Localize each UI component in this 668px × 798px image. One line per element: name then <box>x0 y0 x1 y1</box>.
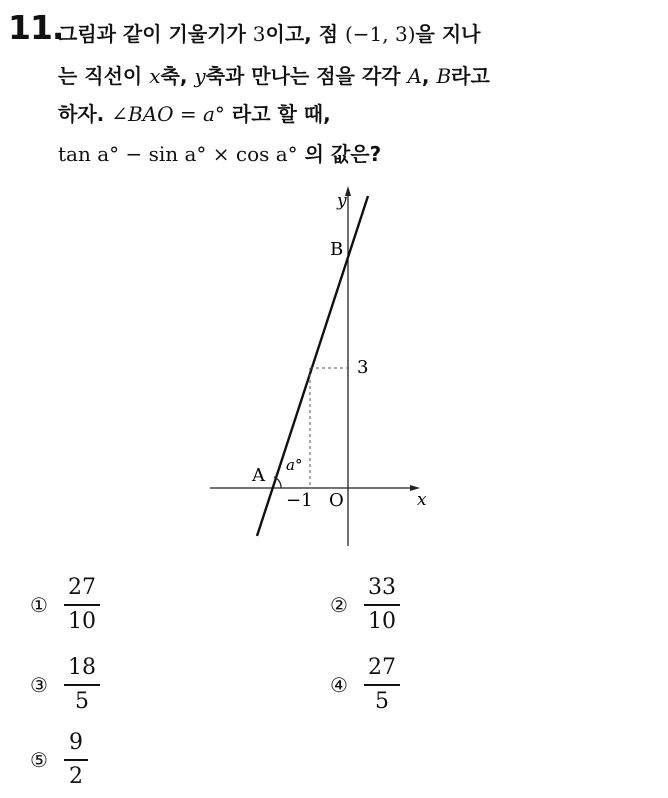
question-line-1 <box>58 18 480 47</box>
question-number: 11. <box>8 8 64 47</box>
q2-A: A <box>407 64 422 88</box>
q2-text-e: 라고 <box>451 64 490 88</box>
q1-text-b: 이고, 점 <box>265 22 345 46</box>
q2-text-a: 는 직선이 <box>58 64 150 88</box>
angle-label: a° <box>286 456 303 474</box>
q2-text-d: , <box>421 64 437 88</box>
q2-B: B <box>436 64 452 88</box>
q2-y: y <box>194 64 206 88</box>
choice-2-denominator: 10 <box>368 608 396 634</box>
choice-4-numerator: 27 <box>368 655 396 680</box>
fraction-bar <box>64 684 100 686</box>
choice-2[interactable] <box>330 575 400 635</box>
question-line-2 <box>58 60 490 89</box>
q2-text-c: 축과 만나는 점을 각각 <box>205 64 408 88</box>
q2-x: x <box>149 64 161 88</box>
fraction-bar <box>64 759 88 761</box>
fraction-bar <box>364 604 400 606</box>
choice-3-numerator: 18 <box>68 655 96 680</box>
choice-1-numerator: 27 <box>68 575 96 600</box>
choice-3-mark: ③ <box>30 672 48 697</box>
choice-1-mark: ① <box>30 592 48 617</box>
q3-text-a: 하자. <box>58 102 112 126</box>
point-B-label: B <box>330 239 344 260</box>
choice-1[interactable] <box>30 575 100 635</box>
question-line-4 <box>58 138 381 167</box>
choice-3[interactable] <box>30 655 100 715</box>
x-axis-label: x <box>417 490 427 510</box>
point-A-label: A <box>252 465 265 486</box>
choice-4[interactable] <box>330 655 400 715</box>
origin-label: O <box>329 490 344 511</box>
choice-5-numerator: 9 <box>69 730 83 755</box>
choice-1-denominator: 10 <box>68 608 96 634</box>
q4-expr: tan a° − sin a° × cos a° <box>58 142 298 166</box>
q3-angle: ∠BAO = a° <box>111 102 225 126</box>
choice-4-fraction <box>364 655 400 715</box>
line-graph <box>257 196 368 536</box>
choice-5-fraction <box>64 730 88 790</box>
q2-text-b: 축, <box>160 64 195 88</box>
choice-2-fraction <box>364 575 400 635</box>
x-value-neg1-label: −1 <box>286 490 313 511</box>
choice-5[interactable] <box>30 730 88 790</box>
q1-slope: 3 <box>252 22 266 46</box>
question-line-3 <box>58 98 331 127</box>
choice-4-mark: ④ <box>330 672 348 697</box>
fraction-bar <box>64 604 100 606</box>
q1-text-c: 을 지나 <box>415 22 481 46</box>
choice-5-denominator: 2 <box>69 763 83 789</box>
y-value-3-label: 3 <box>357 357 369 378</box>
q1-point: (−1, 3) <box>345 22 416 46</box>
choice-1-fraction <box>64 575 100 635</box>
choice-5-mark: ⑤ <box>30 747 48 772</box>
choice-4-denominator: 5 <box>375 688 389 714</box>
choice-3-denominator: 5 <box>75 688 89 714</box>
q3-text-b: 라고 할 때, <box>224 102 331 126</box>
fraction-bar <box>364 684 400 686</box>
choice-2-numerator: 33 <box>368 575 396 600</box>
q4-text-b: 의 값은? <box>297 142 382 166</box>
coordinate-figure <box>200 178 440 553</box>
q1-text-a: 그림과 같이 기울기가 <box>58 22 253 46</box>
y-axis-label: y <box>337 191 347 211</box>
choice-2-mark: ② <box>330 592 348 617</box>
choice-3-fraction <box>64 655 100 715</box>
